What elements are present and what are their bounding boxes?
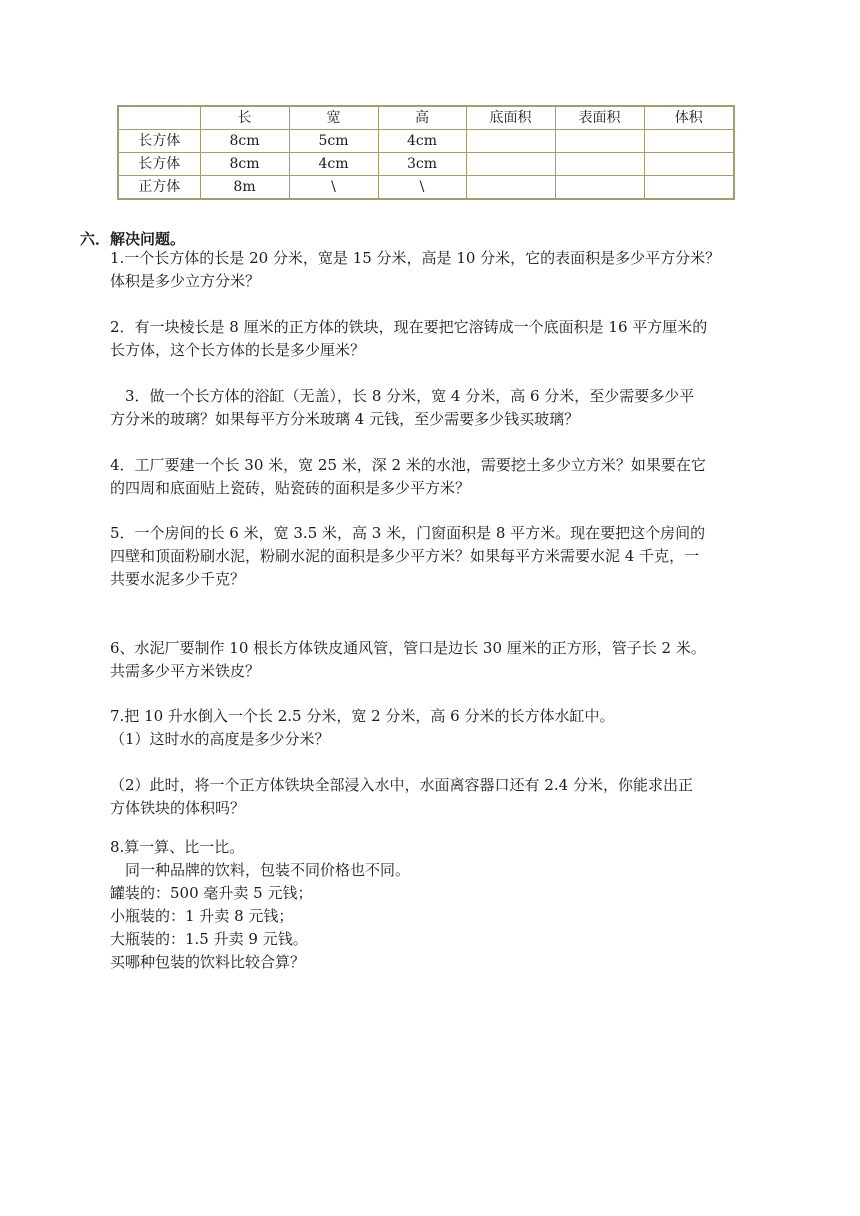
problem-line: 6、水泥厂要制作 10 根长方体铁皮通风管，管口是边长 30 厘米的正方形，管子长 2 米。	[110, 639, 706, 657]
problem-line: 共要水泥多少千克？	[110, 570, 246, 588]
dimensions-table	[117, 105, 735, 200]
table-cell	[644, 153, 734, 176]
table-cell: 4cm	[289, 153, 378, 176]
problem-1	[110, 247, 790, 293]
problem-line: 3．做一个长方体的浴缸（无盖），长 8 分米，宽 4 分米，高 6 分米，至少需要多少平	[110, 387, 695, 405]
table-cell: \	[378, 176, 466, 200]
table-cell: 长方体	[118, 153, 200, 176]
problem-7-part-2	[110, 774, 790, 820]
problem-line: 8.算一算、比一比。	[110, 838, 245, 856]
table-cell	[466, 153, 555, 176]
table-cell	[466, 130, 555, 153]
table-header-cell: 宽	[289, 106, 378, 130]
problem-4	[110, 454, 790, 500]
problem-5	[110, 522, 790, 591]
problem-line: 长方体，这个长方体的长是多少厘米？	[110, 341, 366, 359]
table-cell	[555, 153, 644, 176]
problem-line: 方分米的玻璃？如果每平方分米玻璃 4 元钱，至少需要多少钱买玻璃？	[110, 410, 580, 428]
table-row	[118, 130, 734, 153]
problem-line: 同一种品牌的饮料，包装不同价格也不同。	[110, 861, 411, 879]
problem-line: 7.把 10 升水倒入一个长 2.5 分米，宽 2 分米，高 6 分米的长方体水缸中。	[110, 707, 615, 725]
table-cell	[644, 176, 734, 200]
table-cell: 5cm	[289, 130, 378, 153]
problem-2	[110, 316, 790, 362]
table-cell	[644, 130, 734, 153]
table-header-row	[118, 106, 734, 130]
problem-line: 买哪种包装的饮料比较合算？	[110, 953, 306, 971]
table-cell: 8cm	[200, 130, 289, 153]
problem-line: （1）这时水的高度是多少分米？	[110, 730, 330, 748]
problem-line: 2．有一块棱长是 8 厘米的正方体的铁块，现在要把它溶铸成一个底面积是 16 平方厘米的	[110, 318, 708, 336]
table-header-cell: 体积	[644, 106, 734, 130]
problem-line: 共需多少平方米铁皮？	[110, 662, 261, 680]
problem-line: 大瓶装的：1.5 升卖 9 元钱。	[110, 930, 308, 948]
table-header-cell: 长	[200, 106, 289, 130]
table-cell: \	[289, 176, 378, 200]
problem-6	[110, 637, 790, 683]
problem-7	[110, 705, 790, 751]
problem-line: 的四周和底面贴上瓷砖，贴瓷砖的面积是多少平方米？	[110, 479, 471, 497]
table-cell: 4cm	[378, 130, 466, 153]
table-row	[118, 153, 734, 176]
problem-3	[110, 385, 790, 431]
table-cell: 正方体	[118, 176, 200, 200]
table-cell: 8cm	[200, 153, 289, 176]
problem-line: 罐装的：500 毫升卖 5 元钱；	[110, 884, 313, 902]
problem-line: 小瓶装的：1 升卖 8 元钱；	[110, 907, 294, 925]
table-row	[118, 176, 734, 200]
table-header-cell: 表面积	[555, 106, 644, 130]
problem-line: 方体铁块的体积吗？	[110, 799, 246, 817]
table-cell	[555, 130, 644, 153]
table-header-cell: 高	[378, 106, 466, 130]
problem-8	[110, 836, 790, 974]
table-cell: 8m	[200, 176, 289, 200]
problem-line: 体积是多少立方分米？	[110, 272, 261, 290]
table-cell: 长方体	[118, 130, 200, 153]
section-title: 六．解决问题。	[80, 230, 186, 248]
problem-line: （2）此时，将一个正方体铁块全部浸入水中，水面离容器口还有 2.4 分米，你能求出正	[110, 776, 693, 794]
table-header-cell	[118, 106, 200, 130]
problem-line: 4．工厂要建一个长 30 米，宽 25 米，深 2 米的水池，需要挖土多少立方米？如果要在它	[110, 456, 706, 474]
table-cell	[466, 176, 555, 200]
table-cell: 3cm	[378, 153, 466, 176]
problem-line: 1.一个长方体的长是 20 分米，宽是 15 分米，高是 10 分米，它的表面积是多少平方分米？	[110, 249, 721, 267]
problem-line: 四壁和顶面粉刷水泥，粉刷水泥的面积是多少平方米？如果每平方米需要水泥 4 千克，一	[110, 547, 700, 565]
table-cell	[555, 176, 644, 200]
table-header-cell: 底面积	[466, 106, 555, 130]
problem-line: 5．一个房间的长 6 米，宽 3.5 米，高 3 米，门窗面积是 8 平方米。现在要把这个房间的	[110, 524, 706, 542]
